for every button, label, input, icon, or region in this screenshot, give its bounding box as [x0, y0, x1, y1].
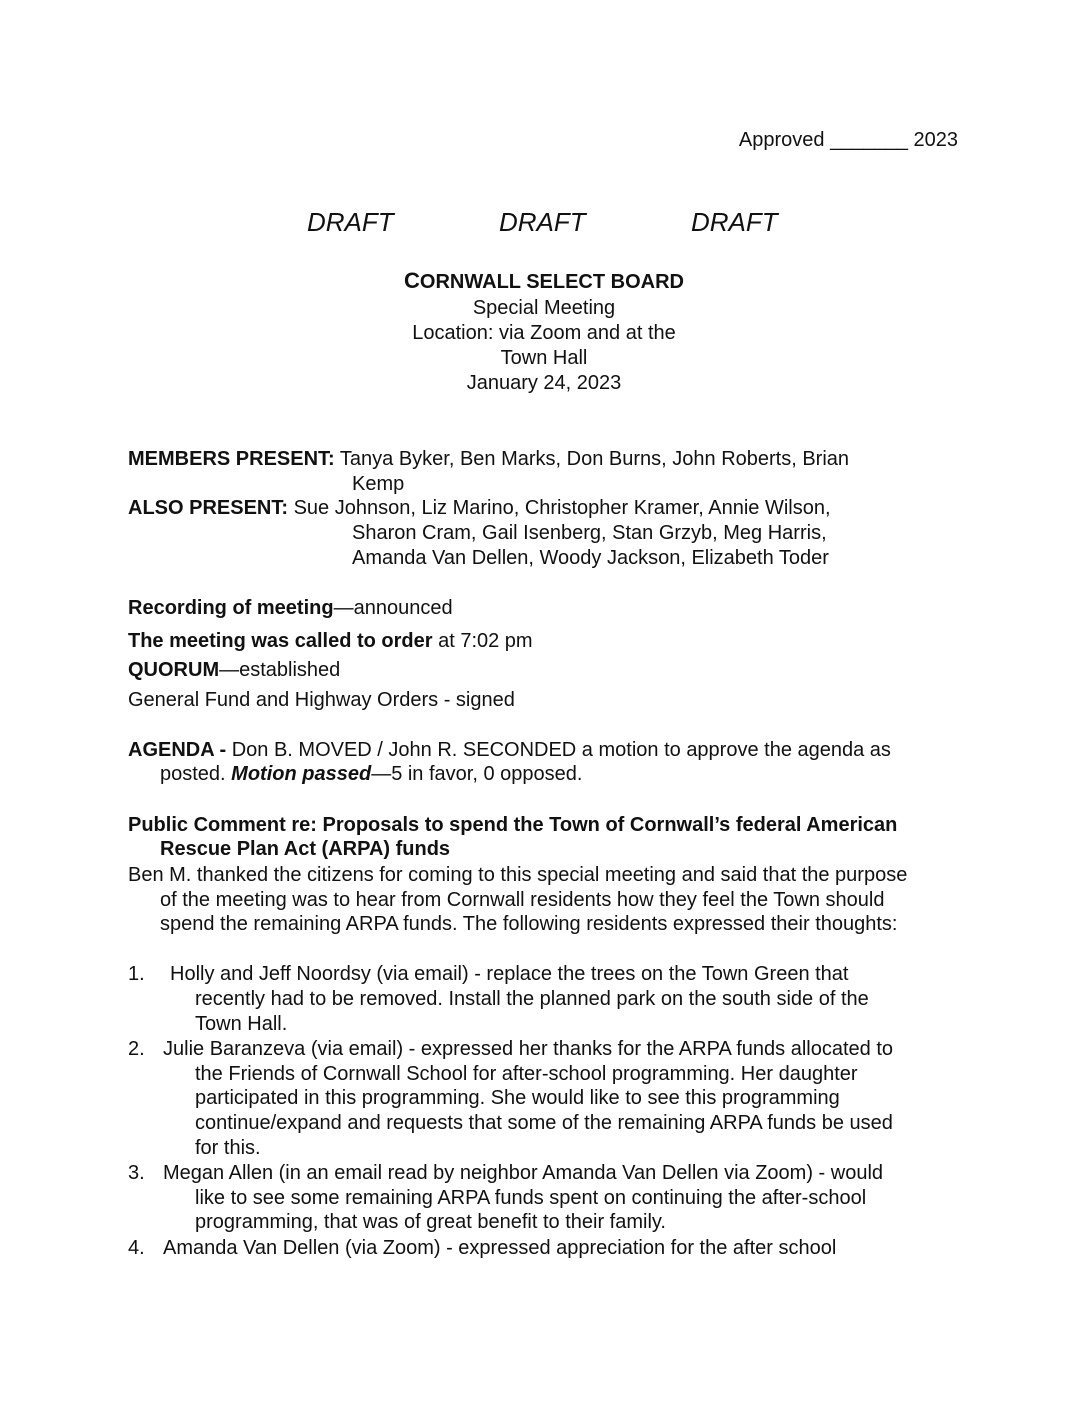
draft-mark: DRAFT — [499, 207, 586, 237]
meeting-type: Special Meeting — [472, 297, 616, 319]
list-item: Holly and Jeff Noordsy (via email) - replace the trees on the Town Green that — [170, 963, 849, 985]
agenda-motion: posted. Motion passed—5 in favor, 0 opposed. — [160, 763, 583, 785]
public-comment-intro: of the meeting was to hear from Cornwall residents how they feel the Town should — [160, 889, 885, 911]
list-item: the Friends of Cornwall School for after-school programming. Her daughter — [195, 1063, 858, 1085]
public-comment-heading: Public Comment re: Proposals to spend the Town of Cornwall’s federal American — [128, 814, 898, 836]
list-item-number: 3. — [128, 1162, 145, 1184]
agenda-motion: AGENDA - Don B. MOVED / John R. SECONDED a motion to approve the agenda as — [128, 739, 891, 761]
list-item: participated in this programming. She would like to see this programming — [195, 1087, 840, 1109]
meeting-date: January 24, 2023 — [466, 372, 622, 394]
list-item-number: 1. — [128, 963, 145, 985]
board-title: CORNWALL SELECT BOARD — [404, 268, 684, 293]
recording-note: Recording of meeting—announced — [128, 597, 453, 619]
list-item: Amanda Van Dellen (via Zoom) - expressed appreciation for the after school — [163, 1237, 837, 1259]
list-item: Megan Allen (in an email read by neighbor Amanda Van Dellen via Zoom) - would — [163, 1162, 884, 1184]
public-comment-intro: spend the remaining ARPA funds. The following residents expressed their thoughts: — [160, 913, 898, 935]
list-item: for this. — [195, 1137, 261, 1159]
list-item-number: 2. — [128, 1038, 145, 1060]
list-item: Julie Baranzeva (via email) - expressed her thanks for the ARPA funds allocated to — [163, 1038, 894, 1060]
list-item: programming, that was of great benefit to their family. — [195, 1211, 666, 1233]
motion-passed: Motion passed — [231, 763, 372, 785]
meeting-location: Location: via Zoom and at the — [412, 322, 676, 344]
list-item: continue/expand and requests that some of the remaining ARPA funds be used — [195, 1112, 893, 1134]
draft-mark: DRAFT — [307, 207, 394, 237]
list-item: like to see some remaining ARPA funds spent on continuing the after-school — [195, 1187, 867, 1209]
approved-line: Approved _______ 2023 — [738, 129, 958, 151]
members-present: MEMBERS PRESENT: Tanya Byker, Ben Marks, Don Burns, John Roberts, Brian — [128, 448, 850, 470]
also-present: Amanda Van Dellen, Woody Jackson, Elizabeth Toder — [352, 547, 829, 569]
call-to-order: The meeting was called to order at 7:02 pm — [128, 630, 533, 652]
meeting-location: Town Hall — [500, 347, 588, 369]
also-present: Sharon Cram, Gail Isenberg, Stan Grzyb, Meg Harris, — [352, 522, 827, 544]
list-item: recently had to be removed. Install the planned park on the south side of the — [195, 988, 869, 1010]
orders-note: General Fund and Highway Orders - signed — [128, 689, 515, 711]
draft-mark: DRAFT — [691, 207, 778, 237]
members-present: Kemp — [352, 473, 405, 495]
list-item-number: 4. — [128, 1237, 145, 1259]
list-item: Town Hall. — [195, 1013, 288, 1035]
public-comment-intro: Ben M. thanked the citizens for coming to this special meeting and said that the purpose — [128, 864, 908, 886]
also-present: ALSO PRESENT: Sue Johnson, Liz Marino, Christopher Kramer, Annie Wilson, — [128, 497, 831, 519]
public-comment-heading: Rescue Plan Act (ARPA) funds — [160, 838, 451, 860]
quorum-note: QUORUM—established — [128, 659, 341, 681]
